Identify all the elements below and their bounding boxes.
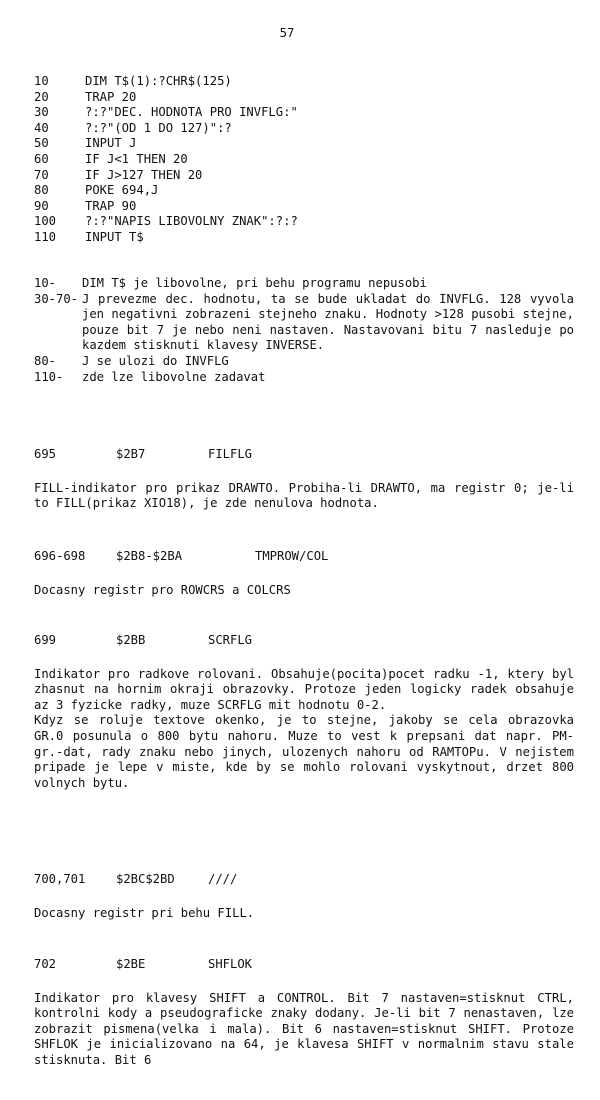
basic-listing xyxy=(34,74,298,246)
entry-paragraph: Kdyz se roluje textove okenko, je to stejne, jakoby se cela obrazovka GR.0 posunula o 800 bytu nahoru. Muze to vest k prepsani dat napr. PM-gr.-dat, rady znaku nebo jinych, ulozenych nahoru od RAMTOPu. V nejistem pripade je lepe v miste, kde by se mohlo rolovani vyskytnout, drzet 800 volnych bytu. xyxy=(34,713,574,790)
note-item xyxy=(34,354,574,370)
register-entry-tmprow xyxy=(34,549,574,598)
listing-line xyxy=(34,230,298,246)
listing-line xyxy=(34,74,298,90)
line-number: 80 xyxy=(34,183,49,198)
line-number: 110 xyxy=(34,229,57,244)
entry-description xyxy=(34,991,574,1069)
line-number: 20 xyxy=(34,89,49,104)
entry-decimal: 699 xyxy=(34,633,57,647)
line-number: 70 xyxy=(34,167,49,182)
listing-line xyxy=(34,183,298,199)
listing-line xyxy=(34,90,298,106)
line-number: 10 xyxy=(34,74,49,88)
listing-line xyxy=(34,121,298,137)
entry-name: TMPROW/COL xyxy=(255,549,329,563)
entry-paragraph: Docasny registr pri behu FILL. xyxy=(34,905,255,920)
line-code: INPUT T$ xyxy=(85,229,144,244)
entry-decimal: 696-698 xyxy=(34,549,86,563)
listing-line xyxy=(34,199,298,215)
note-text: DIM T$ je libovolne, pri behu programu nepusobi xyxy=(82,276,427,290)
entry-hex: $2B8-$2BA xyxy=(116,549,183,563)
note-text: zde lze libovolne zadavat xyxy=(82,369,266,384)
note-label: 80- xyxy=(34,353,57,368)
entry-paragraph: FILL-indikator pro prikaz DRAWTO. Probiha-li DRAWTO, ma registr 0; je-li to FILL(prikaz XIO18), je zde nenulova hodnota. xyxy=(34,480,574,511)
entry-description xyxy=(34,583,574,599)
note-label: 30-70- xyxy=(34,291,79,306)
line-number: 90 xyxy=(34,198,49,213)
note-text: J prevezme dec. hodnotu, ta se bude ukladat do INVFLG. 128 vyvola jen negativni zobrazeni stejneho znaku. Hodnoty >128 pusobi stejne, pouze bit 7 je nebo neni nastaven. Nastavovani bitu 7 nasleduje po kazdem stisknuti klavesy INVERSE. xyxy=(82,291,574,353)
entry-name: SCRFLG xyxy=(208,633,253,647)
register-entry-fill-temp xyxy=(34,872,574,921)
note-item xyxy=(34,276,574,292)
line-code: ?:?"DEC. HODNOTA PRO INVFLG:" xyxy=(85,105,298,120)
entry-paragraph: Indikator pro klavesy SHIFT a CONTROL. Bit 7 nastaven=stisknut CTRL, kontrolni kody a pseudograficke znaky dodany. Je-li bit 7 nenastaven, lze zobrazit pismena(velka i mala). Bit 6 nastaven=stisknut SHIFT. Protoze SHFLOK je inicializovano na 64, je klavesa SHIFT v normalnim stavu stale stisknuta. Bit 6 xyxy=(34,990,574,1067)
listing-notes xyxy=(34,276,574,385)
note-label: 10- xyxy=(34,276,57,290)
entry-decimal: 700,701 xyxy=(34,872,86,886)
entry-description xyxy=(34,667,574,792)
line-code: IF J>127 THEN 20 xyxy=(85,167,203,182)
line-code: TRAP 20 xyxy=(85,89,137,104)
entry-paragraph: Indikator pro radkove rolovani. Obsahuje(pocita)pocet radku -1, ktery byl zhasnut na hornim okraji obrazovky. Protoze jeden logicky radek obsahuje az 3 fyzicke radky, muze SCRFLG mit hodnotu 0-2. xyxy=(34,666,574,712)
page-number: 57 xyxy=(279,26,295,40)
register-entry-shflok xyxy=(34,957,574,1069)
entry-hex: $2BC$2BD xyxy=(116,872,175,886)
entry-name: //// xyxy=(208,872,238,886)
line-code: ?:?"(OD 1 DO 127)":? xyxy=(85,120,232,135)
note-item xyxy=(34,370,574,386)
note-item xyxy=(34,292,574,354)
line-code: DIM T$(1):?CHR$(125) xyxy=(85,74,232,88)
note-label: 110- xyxy=(34,369,64,384)
entry-hex: $2BE xyxy=(116,957,146,971)
line-number: 50 xyxy=(34,136,49,151)
register-entry-filflg xyxy=(34,447,574,512)
line-number: 30 xyxy=(34,105,49,120)
listing-line xyxy=(34,152,298,168)
entry-paragraph: Docasny registr pro ROWCRS a COLCRS xyxy=(34,582,291,597)
line-code: INPUT J xyxy=(85,136,137,151)
listing-line xyxy=(34,105,298,121)
listing-line xyxy=(34,168,298,184)
entry-header xyxy=(34,549,574,565)
listing-line xyxy=(34,214,298,230)
entry-description xyxy=(34,481,574,512)
entry-header xyxy=(34,447,574,463)
entry-header xyxy=(34,872,574,888)
entry-name: FILFLG xyxy=(208,447,253,461)
line-number: 100 xyxy=(34,214,57,229)
line-code: POKE 694,J xyxy=(85,183,159,198)
entry-description xyxy=(34,906,574,922)
entry-hex: $2BB xyxy=(116,633,146,647)
entry-decimal: 702 xyxy=(34,957,57,971)
line-number: 60 xyxy=(34,151,49,166)
entry-header xyxy=(34,957,574,973)
listing-line xyxy=(34,136,298,152)
line-code: IF J<1 THEN 20 xyxy=(85,151,188,166)
line-code: ?:?"NAPIS LIBOVOLNY ZNAK":?:? xyxy=(85,214,298,229)
register-entry-scrflg xyxy=(34,633,574,791)
note-text: J se ulozi do INVFLG xyxy=(82,353,229,368)
line-number: 40 xyxy=(34,120,49,135)
entry-hex: $2B7 xyxy=(116,447,146,461)
entry-header xyxy=(34,633,574,649)
line-code: TRAP 90 xyxy=(85,198,137,213)
entry-name: SHFLOK xyxy=(208,957,253,971)
entry-decimal: 695 xyxy=(34,447,57,461)
